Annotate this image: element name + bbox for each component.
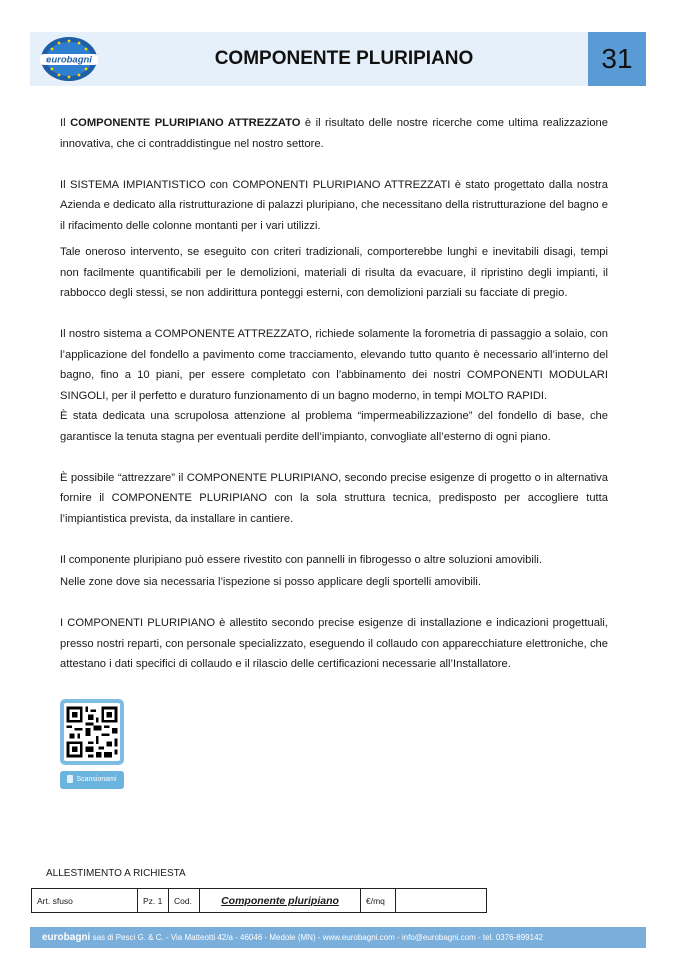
- paragraph-impermeabilizzazione: È stata dedicata una scrupolosa attenzione al problema “impermeabilizzazione” del fondello di base, che garantisce la tenuta stagna per eventuali perdite dell’impianto, convogliate all’esterno di ogni piano.: [60, 410, 608, 443]
- page-number: 31: [588, 32, 646, 86]
- paragraph-intro: Il COMPONENTE PLURIPIANO ATTREZZATO è il risultato delle nostre ricerche come ultima realizzazione innovativa, che ci contraddistingue nel nostro settore.: [60, 117, 608, 150]
- qr-code-widget[interactable]: [60, 699, 124, 790]
- paragraph-rivestimento: Il componente pluripiano può essere rivestito con pannelli in fibrogesso o altre soluzioni amovibili.: [60, 553, 542, 566]
- qr-frame: [60, 699, 124, 765]
- footer-contact: sas di Pesci G. & C. - Via Matteotti 42/a - 46046 - Medole (MN) - www.eurobagni.com - info@eurobagni.com - tel. 0376-899142: [90, 933, 543, 942]
- qr-code-icon: [64, 703, 120, 761]
- eurobagni-logo: [38, 35, 100, 83]
- cell-product: Componente pluripiano: [200, 889, 361, 913]
- page-title: COMPONENTE PLURIPIANO: [214, 48, 474, 69]
- footer-bar: [30, 927, 646, 948]
- table-row: [32, 889, 487, 913]
- body-text: [60, 113, 608, 675]
- allestimento-heading: ALLESTIMENTO A RICHIESTA: [46, 868, 186, 879]
- paragraph-allestito: I COMPONENTI PLURIPIANO è allestito secondo precise esigenze di installazione e indicazioni progettuali, presso nostri reparti, con personale specializzato, eseguendo il collaudo con apparecchiature elettroniche, che attestano i dati specifici di collaudo e il rilascio delle certificazioni necessarie all’Installatore.: [60, 617, 608, 670]
- paragraph-componente: Il nostro sistema a COMPONENTE ATTREZZATO, richiede solamente la forometria di passaggio a solaio, con l’applicazione del fondello a pavimento come tracciamento, elevando tutto quanto è necessario all’interno del bagno, fino a 10 piani, per essere completato con l’abbinamento dei nostri COMPONENTI MODULARI SINGOLI, per il perfetto e duraturo funzionamento di un bagno moderno, in tempi MOLTO RAPIDI.: [60, 328, 608, 402]
- paragraph-intervento: Tale oneroso intervento, se eseguito con criteri tradizionali, comporterebbe lunghi e inevitabili disagi, tempi non facilmente quantificabili per le demolizioni, materiali di risulta da evacuare, il ripristino degli impianti, il rabbocco degli stessi, se non addirittura ponteggi esterni, con demolizioni parziali su facciate di pregio.: [60, 246, 608, 299]
- cell-price: [396, 889, 487, 913]
- cell-pz: Pz. 1: [138, 889, 169, 913]
- phone-icon: [67, 775, 73, 783]
- svg-text:eurobagni: eurobagni: [46, 54, 92, 66]
- cell-cod: Cod.: [169, 889, 200, 913]
- paragraph-ispezione: Nelle zone dove sia necessaria l’ispezione si posso applicare degli sportelli amovibili.: [60, 576, 481, 588]
- footer-brand: eurobagni: [42, 932, 91, 943]
- paragraph-attrezzare: È possibile “attrezzare” il COMPONENTE PLURIPIANO, secondo precise esigenze di progetto o in alternativa fornire il COMPONENTE PLURIPIANO con la sola struttura tecnica, predisposto per accogliere tutta l’impiantistica prevista, da installare in cantiere.: [60, 471, 608, 525]
- scansionami-button[interactable]: Scansionami: [60, 771, 124, 789]
- cell-unit: €/mq: [361, 889, 396, 913]
- order-table: [31, 888, 487, 913]
- cell-art: Art. sfuso: [32, 889, 138, 913]
- paragraph-sistema: Il SISTEMA IMPIANTISTICO con COMPONENTI PLURIPIANO ATTREZZATI è stato progettato dalla nostra Azienda e dedicato alla ristrutturazione di palazzi pluripiano, che necessitano della ristrutturazione del bagno e il rifacimento delle colonne montanti per i vari utilizzi.: [60, 178, 608, 232]
